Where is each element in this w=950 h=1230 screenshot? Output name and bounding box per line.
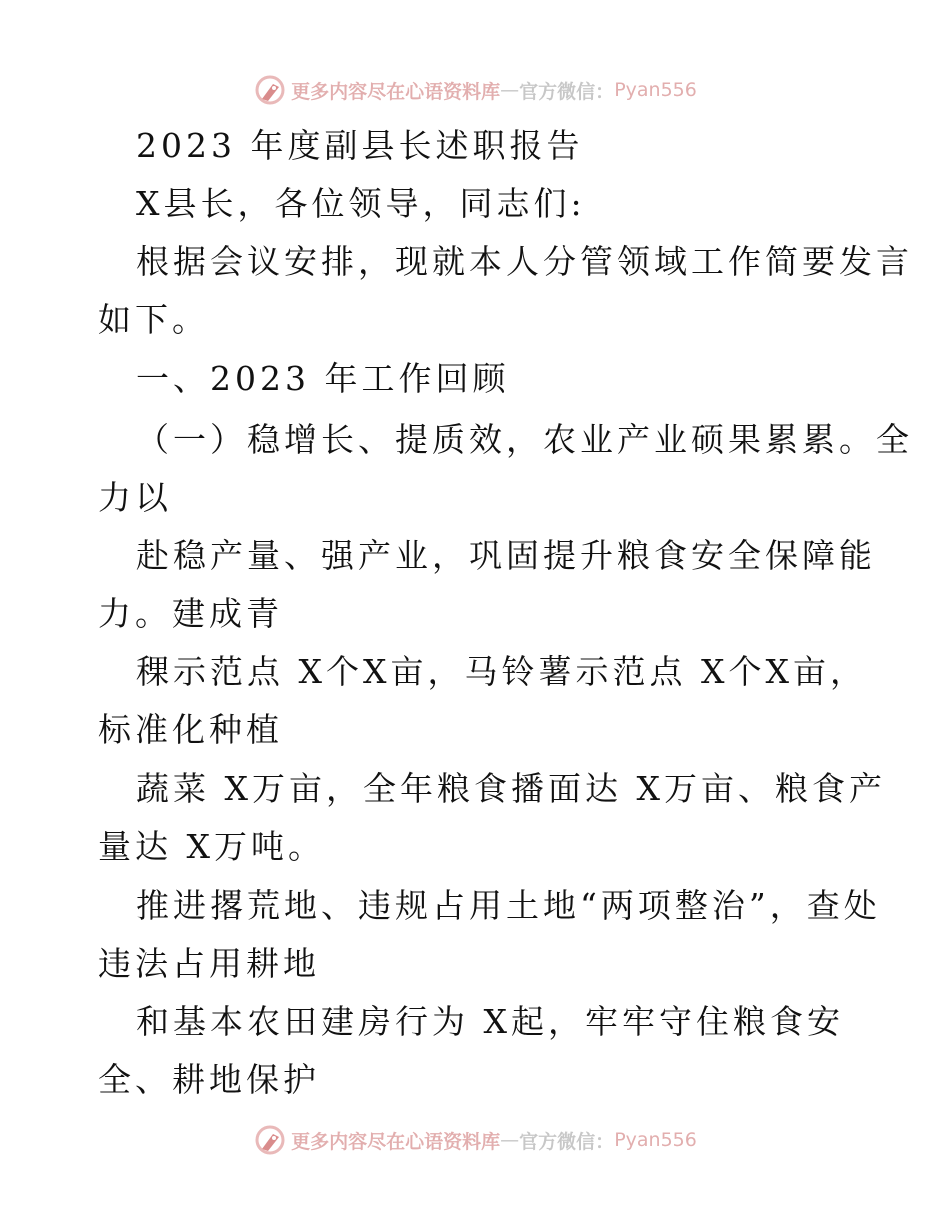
paragraph-line: 标准化种植 [98,710,283,749]
subsection-heading: （一）稳增长、提质效，农业产业硕果累累。全 [136,420,913,459]
watermark-label: 官方微信： [519,1130,615,1153]
watermark-main-text: 更多内容尽在心语资料库 [291,80,501,103]
watermark-label: 官方微信： [519,80,615,103]
paragraph-line: 全、耕地保护 [98,1060,320,1099]
watermark-main-text: 更多内容尽在心语资料库 [291,1130,501,1153]
pen-nib-logo-icon [253,1123,287,1157]
section-heading: 一、2023 年工作回顾 [136,359,510,398]
paragraph-line: 推进撂荒地、违规占用土地“两项整治”，查处 [136,886,881,925]
paragraph-line: 违法占用耕地 [98,944,320,983]
paragraph-line: 力。建成青 [98,594,283,633]
salutation-line: X县长，各位领导，同志们: [136,184,586,223]
paragraph-line: 和基本农田建房行为 X起，牢牢守住粮食安 [136,1002,844,1041]
footer-watermark [0,1120,950,1160]
document-title: 2023 年度副县长述职报告 [136,126,584,165]
watermark-wechat-id: Pyan556 [614,1129,697,1151]
watermark-wechat-id: Pyan556 [614,79,697,101]
watermark-separator: — [500,79,520,101]
paragraph-line: 根据会议安排，现就本人分管领域工作简要发言 [136,242,913,281]
paragraph-line: 蔬菜 X万亩，全年粮食播面达 X万亩、粮食产 [136,769,886,808]
paragraph-line: 稞示范点 X个X亩，马铃薯示范点 X个X亩， [136,652,867,691]
paragraph-line: 赴稳产量、强产业，巩固提升粮食安全保障能 [136,536,876,575]
paragraph-line: 如下。 [98,300,209,339]
paragraph-line: 力以 [98,478,172,517]
paragraph-line: 量达 X万吨。 [98,827,325,866]
watermark-separator: — [500,1129,520,1151]
